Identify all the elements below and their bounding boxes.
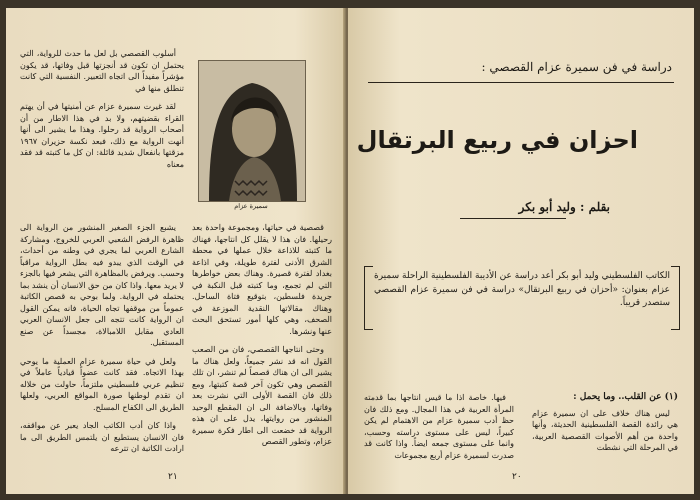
paragraph: ولعل في حياة سميرة عزام العملية ما يوحي بهذا الاتجاه. فقد كانت عضواً قيادياً عاملاً في تنظيم عربي فلسطيني ملتزماً، حاولت من خلاله ان تقدم لوطنها صورة المواقع العربي، ولعلها الطريق الى الكفاح المسلح.	[20, 356, 184, 412]
page-number: ٢١	[168, 472, 178, 482]
paragraph: أسلوب القصصي بل لعل ما حدث للرواية، التي يحتمل ان تكون قد أنجزتها قبل وفاتها، قد يكون مؤشراً مفيداً الى اتجاه التعبير. النفسية التي كانت تنطلق منها في	[20, 49, 184, 93]
left-page-column-right	[192, 222, 332, 455]
paragraph: فيها. خاصة اذا ما قيس انتاجها بما قدمته المرأة العربية في هذا المجال. ومع ذلك فان حظ أدب سميرة عزام من الاهتمام لم يكن كبيراً، ليس على مستوى دراسته وحسب، وانما على مستوى جمعه ايضاً. واذا كانت قد صدرت لسميرة عزام أربع مجموعات	[364, 393, 514, 460]
left-page-column-left	[20, 222, 184, 462]
paragraph: قصصية في حياتها، ومجموعة واحدة بعد رحيلها. فان هذا لا يقلل كل انتاجها، فهناك ما كتبته للاذاعة خلال عملها في محطة الشرق الأدنى لفترة طويلة، وفي اذاعة بغداد لفترة قصيرة. وهناك بعض خواطرها التي لم تجمع، وما كتبته قبل النكبة في جريدة فلسطين، بتوقيع فتاة الساحل. وهناك مقالاتها النقدية الموزعة في الصحف، وهي كلها أمور تستحق البحث عنها ونشرها.	[192, 223, 332, 336]
left-page-column-top-left	[20, 48, 184, 177]
paragraph: ليس هناك خلاف على ان سميرة عزام هي رائدة القصة الفلسطينية الحديثة، وأنها واحدة من أهم الأصوات القصصية العربية، في المرحلة التي نشطت	[532, 408, 678, 452]
left-page	[6, 8, 346, 494]
intro-bracket-left	[364, 266, 373, 330]
title-rule	[368, 82, 674, 83]
right-page-column-right	[532, 392, 678, 461]
photo-caption: سميرة عزام	[234, 202, 268, 210]
right-page	[348, 8, 694, 494]
intro-bracket-right	[671, 266, 680, 330]
author-portrait-photo	[198, 60, 306, 202]
page-number: ٢٠	[512, 472, 522, 482]
author-byline: بقلم : وليد أبو بكر	[518, 200, 610, 214]
section-heading: (١) عن القلب.. وما يحمل :	[573, 392, 678, 402]
series-title: دراسة في فن سميرة عزام القصصي :	[481, 60, 672, 74]
byline-rule	[460, 218, 566, 219]
paragraph: واذا كان أدب الكاتب الجاد يعبر عن مواقفه، فان الانسان يستطيع ان يلتمس الطريق الى ما ارادت الكاتبة ان تترعه	[20, 421, 184, 453]
intro-text: الكاتب الفلسطيني وليد أبو بكر أعد دراسة عن الأديبة الفلسطينية الراحلة سميرة عزام بعنوان: «أحزان في ربيع البرتقال» دراسة في فن سميرة عزام القصصي ستصدر قريباً.	[374, 271, 670, 308]
right-page-column-left	[364, 392, 514, 468]
paragraph: يشبع الجزء الصغير المنشور من الرواية الى ظاهرة الرفض الشعبي العربي للخروج، ومشاركة الشارع العربي لما يجري في وطنه من أحداث، في الوقت الذي يبدو فيه بطل الرواية مراقباً وحسب. ويرفض بالمظاهرة التي يشعر فيها بالجزء لا يريد معها. واذا كان من حق الانسان أن ينشد بما يحتمله في الرواية. ولما بوحي به قصص الكاتبة عموماً من موقفها تجاه الحياة، فانه يمكن القول ان الرواية كانت تتجه الى جعل الانسان العربي العادي مقابل اللامبالاة، مجسداً عن صنع المستقبل.	[20, 223, 184, 347]
article-title: احزان في ربيع البرتقال	[356, 126, 638, 154]
paragraph: لقد غيرت سميرة عزام عن أمنيتها في أن يهتم القراء بقضيتهم، ولا بد في هذا الاطار من أن أصحاب الرواية قد رحلوا. وهذا ما يشير الى أنها أنهت الرواية مع ذلك، فبعد نكسة حزيران ١٩٦٧ مزقتها بانفعال شديد قائلة: ان كل ما كتبته قد فقد معناه	[20, 102, 184, 169]
paragraph: وحتى انتاجها القصصي، فان من الصعب القول انه قد نشر جميعاً، ولعل هناك ما يشير الى ان هناك قصصاً لم تنشر، ان تلك القصص وهي تكون آخر قصة كتبتها، ومع ذلك فان القصة الأولى التي نشرت بعد وفاتها، وبالاضافة الى ان المقطع الوحيد المنشور من روايتها، يدل على ان هذه الرواية قد خضعت الى اطار فكرة سميرة عزام، وتطور القصص	[192, 345, 332, 446]
